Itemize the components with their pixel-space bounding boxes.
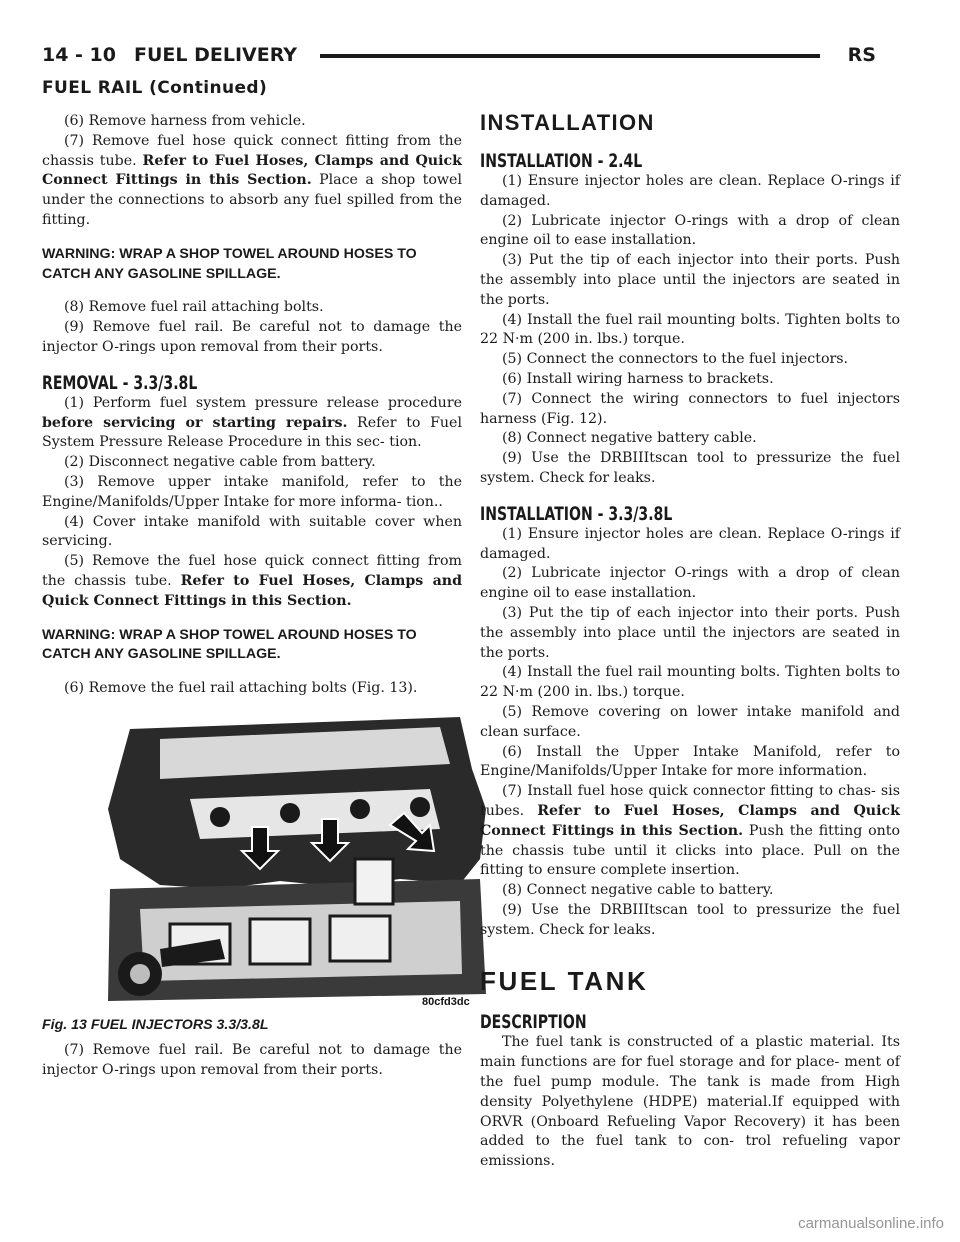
warning-note: WARNING: WRAP A SHOP TOWEL AROUND HOSES TO CATCH ANY GASOLINE SPILLAGE. <box>42 626 417 663</box>
install33-step-5: (5) Remove covering on lower intake manifold and clean surface. <box>480 703 900 740</box>
step-remove-harness: (6) Remove harness from vehicle. <box>64 113 306 129</box>
step-text: (5) Remove the fuel hose quick connect fitting from the chassis tube. <box>42 553 462 589</box>
page-number: 14 - 10 <box>42 44 116 66</box>
install24-step-1: (1) Ensure injector holes are clean. Replace O-rings if damaged. <box>480 173 900 209</box>
section-title: FUEL DELIVERY <box>134 44 298 66</box>
engine-illustration <box>100 709 494 1011</box>
install33-step-3: (3) Put the tip of each injector into their ports. Push the assembly into place until the injectors are seated in the ports. <box>480 604 900 661</box>
step-cover-manifold: (4) Cover intake manifold with suitable cover when servicing. <box>42 513 462 550</box>
figure-caption: Fig. 13 FUEL INJECTORS 3.3/3.8L <box>42 1016 269 1033</box>
step-text: Place a shop towel under the connections to absorb any fuel spilled from the fitting. <box>42 172 462 228</box>
install33-step-1: (1) Ensure injector holes are clean. Replace O-rings if damaged. <box>480 525 900 562</box>
figure-code: 80cfd3dc <box>422 995 470 1008</box>
description-heading: DESCRIPTION <box>480 1011 587 1034</box>
installation-24-heading: INSTALLATION - 2.4L <box>480 150 643 172</box>
step-text: (1) Perform fuel system pressure release procedure <box>64 394 462 411</box>
install33-step-8: (8) Connect negative cable to battery. <box>502 882 774 899</box>
install24-step-3: (3) Put the tip of each injector into their ports. Push the assembly into place until the injectors are seated in the ports. <box>480 252 900 308</box>
left-column <box>42 112 470 1081</box>
model-code: RS <box>847 44 876 66</box>
watermark: carmanualsonline.info <box>798 1215 944 1232</box>
install24-step-2: (2) Lubricate injector O-rings with a drop of clean engine oil to ease installation. <box>480 212 900 249</box>
install33-step-6: (6) Install the Upper Intake Manifold, refer to Engine/Manifolds/Upper Intake for more information. <box>480 743 900 780</box>
header-rule <box>320 54 820 58</box>
step-text: Push the fitting onto the chassis tube until it clicks into place. Pull on the fitting to ensure complete insertion. <box>480 822 900 879</box>
step-remove-quick-connect <box>42 552 462 611</box>
emphasis-text: before servicing or starting repairs. <box>42 414 348 431</box>
step-remove-rail-final: (7) Remove fuel rail. Be careful not to damage the injector O-rings upon removal from their ports. <box>42 1041 462 1078</box>
page-header <box>42 44 876 70</box>
install24-step-8: (8) Connect negative battery cable. <box>502 430 757 447</box>
installation-heading: INSTALLATION <box>480 110 655 135</box>
step-remove-upper-intake: (3) Remove upper intake manifold, refer to the Engine/Manifolds/Upper Intake for more informa- tion.. <box>42 473 462 510</box>
reference-text: Refer to Fuel Hoses, Clamps and Quick Connect Fittings in this Section. <box>42 152 462 189</box>
step-remove-fuel-hose <box>42 132 462 231</box>
step-remove-rail: (9) Remove fuel rail. Be careful not to damage the injector O-rings upon removal from their ports. <box>42 319 462 355</box>
removal-heading: REMOVAL - 3.3/3.8L <box>42 371 198 394</box>
step-remove-rail-bolts: (6) Remove the fuel rail attaching bolts (Fig. 13). <box>64 680 418 697</box>
step-text: Refer to Fuel System Pressure Release Procedure in this sec- tion. <box>42 414 462 451</box>
install24-step-4: (4) Install the fuel rail mounting bolts. Tighten bolts to 22 N·m (200 in. lbs.) torque. <box>480 311 900 348</box>
description-text: The fuel tank is constructed of a plastic material. Its main functions are for fuel storage and for place- ment of the fuel pump module. The tank is made from High density Polyethylene (HDPE) material.If equipped with ORVR (Onboard Refueling Vapor Recovery) it has been added to the fuel tank to con- trol refueling vapor emissions. <box>480 1034 900 1170</box>
step-text: (7) Install fuel hose quick connector fitting to chas- sis tubes. <box>480 783 900 819</box>
continued-title: FUEL RAIL (Continued) <box>42 78 268 98</box>
install33-step-7 <box>480 782 900 881</box>
install33-step-9: (9) Use the DRBIIItscan tool to pressurize the fuel system. Check for leaks. <box>480 901 900 938</box>
warning-note: WARNING: WRAP A SHOP TOWEL AROUND HOSES TO CATCH ANY GASOLINE SPILLAGE. <box>42 245 417 282</box>
install33-step-4: (4) Install the fuel rail mounting bolts. Tighten bolts to 22 N·m (200 in. lbs.) torque. <box>480 664 900 701</box>
install24-step-6: (6) Install wiring harness to brackets. <box>502 370 774 387</box>
reference-text: Refer to Fuel Hoses, Clamps and Quick Connect Fittings in this Section. <box>480 802 900 839</box>
step-pressure-release <box>42 394 462 453</box>
install24-step-7: (7) Connect the wiring connectors to fuel injectors harness (Fig. 12). <box>480 390 900 427</box>
figure-fuel-injectors <box>100 709 494 1011</box>
step-remove-bolts: (8) Remove fuel rail attaching bolts. <box>64 299 324 316</box>
fuel-tank-heading: FUEL TANK <box>480 966 649 997</box>
right-column <box>480 110 900 1172</box>
step-disconnect-battery: (2) Disconnect negative cable from battery. <box>64 454 376 471</box>
install24-step-9: (9) Use the DRBIIItscan tool to pressurize the fuel system. Check for leaks. <box>480 450 900 486</box>
install33-step-2: (2) Lubricate injector O-rings with a drop of clean engine oil to ease installation. <box>480 565 900 602</box>
step-text: (7) Remove fuel hose quick connect fitting from the chassis tube. <box>42 132 462 169</box>
installation-33-heading: INSTALLATION - 3.3/3.8L <box>480 502 673 525</box>
header-left <box>42 44 297 66</box>
reference-text: Refer to Fuel Hoses, Clamps and Quick Connect Fittings in this Section. <box>42 572 463 609</box>
install24-step-5: (5) Connect the connectors to the fuel injectors. <box>502 351 849 368</box>
